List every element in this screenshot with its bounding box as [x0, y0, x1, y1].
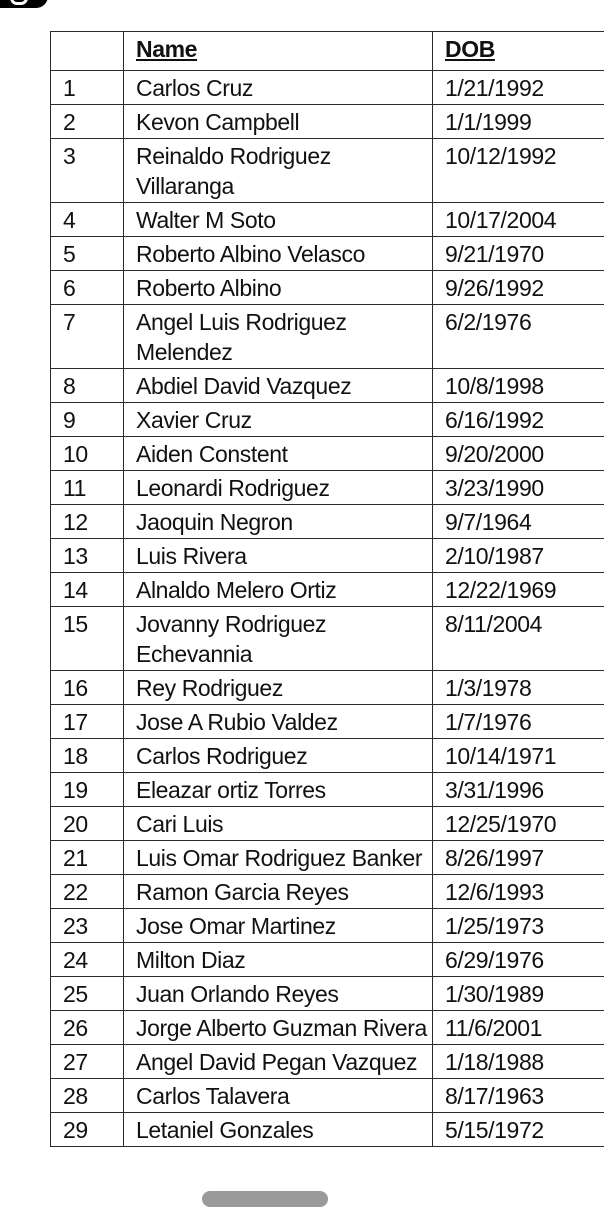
row-number: 14	[51, 573, 124, 607]
date-of-birth: 8/11/2004	[433, 607, 604, 671]
row-number: 4	[51, 203, 124, 237]
person-name: Angel Luis Rodriguez Melendez	[124, 305, 433, 369]
table-row	[51, 1079, 604, 1113]
row-number: 6	[51, 271, 124, 305]
date-of-birth: 1/21/1992	[433, 71, 604, 105]
person-name: Leonardi Rodriguez	[124, 471, 433, 505]
row-number: 22	[51, 875, 124, 909]
date-of-birth: 12/6/1993	[433, 875, 604, 909]
date-of-birth: 5/15/1972	[433, 1113, 604, 1147]
person-name: Carlos Cruz	[124, 71, 433, 105]
row-number: 9	[51, 403, 124, 437]
date-of-birth: 3/23/1990	[433, 471, 604, 505]
person-name: Carlos Talavera	[124, 1079, 433, 1113]
row-number: 23	[51, 909, 124, 943]
date-of-birth: 3/31/1996	[433, 773, 604, 807]
table-row	[51, 539, 604, 573]
top-edge	[0, 0, 604, 10]
date-of-birth: 1/25/1973	[433, 909, 604, 943]
header-number	[51, 32, 124, 71]
row-number: 7	[51, 305, 124, 369]
row-number: 13	[51, 539, 124, 573]
row-number: 8	[51, 369, 124, 403]
person-name: Kevon Campbell	[124, 105, 433, 139]
date-of-birth: 1/18/1988	[433, 1045, 604, 1079]
header-dob: DOB	[433, 32, 604, 71]
date-of-birth: 1/1/1999	[433, 105, 604, 139]
person-name: Milton Diaz	[124, 943, 433, 977]
date-of-birth: 12/25/1970	[433, 807, 604, 841]
roster-table	[50, 31, 604, 1147]
table-row	[51, 369, 604, 403]
row-number: 29	[51, 1113, 124, 1147]
table-row	[51, 471, 604, 505]
person-name: Cari Luis	[124, 807, 433, 841]
table-row	[51, 943, 604, 977]
table-row	[51, 607, 604, 671]
person-name: Luis Rivera	[124, 539, 433, 573]
table-row	[51, 807, 604, 841]
date-of-birth: 9/26/1992	[433, 271, 604, 305]
table-row	[51, 1113, 604, 1147]
date-of-birth: 10/17/2004	[433, 203, 604, 237]
row-number: 18	[51, 739, 124, 773]
row-number: 26	[51, 1011, 124, 1045]
date-of-birth: 6/16/1992	[433, 403, 604, 437]
row-number: 3	[51, 139, 124, 203]
person-name: Jose A Rubio Valdez	[124, 705, 433, 739]
person-name: Jorge Alberto Guzman Rivera	[124, 1011, 433, 1045]
date-of-birth: 2/10/1987	[433, 539, 604, 573]
table-row	[51, 909, 604, 943]
person-name: Alnaldo Melero Ortiz	[124, 573, 433, 607]
person-name: Angel David Pegan Vazquez	[124, 1045, 433, 1079]
row-number: 24	[51, 943, 124, 977]
date-of-birth: 9/21/1970	[433, 237, 604, 271]
person-name: Letaniel Gonzales	[124, 1113, 433, 1147]
row-number: 19	[51, 773, 124, 807]
person-name: Jose Omar Martinez	[124, 909, 433, 943]
row-number: 5	[51, 237, 124, 271]
table-row	[51, 105, 604, 139]
table-row	[51, 437, 604, 471]
page-number-badge	[0, 0, 48, 8]
row-number: 25	[51, 977, 124, 1011]
date-of-birth: 10/14/1971	[433, 739, 604, 773]
person-name: Juan Orlando Reyes	[124, 977, 433, 1011]
row-number: 17	[51, 705, 124, 739]
table-row	[51, 271, 604, 305]
row-number: 15	[51, 607, 124, 671]
row-number: 28	[51, 1079, 124, 1113]
date-of-birth: 9/7/1964	[433, 505, 604, 539]
table-row	[51, 671, 604, 705]
person-name: Abdiel David Vazquez	[124, 369, 433, 403]
person-name: Carlos Rodriguez	[124, 739, 433, 773]
table-row	[51, 977, 604, 1011]
header-name: Name	[124, 32, 433, 71]
date-of-birth: 6/2/1976	[433, 305, 604, 369]
date-of-birth: 10/8/1998	[433, 369, 604, 403]
table-row	[51, 705, 604, 739]
table-header-row	[51, 32, 604, 71]
person-name: Jovanny Rodriguez Echevannia	[124, 607, 433, 671]
date-of-birth: 12/22/1969	[433, 573, 604, 607]
date-of-birth: 6/29/1976	[433, 943, 604, 977]
row-number: 16	[51, 671, 124, 705]
person-name: Luis Omar Rodriguez Banker	[124, 841, 433, 875]
table-row	[51, 573, 604, 607]
table-row	[51, 1011, 604, 1045]
table-row	[51, 1045, 604, 1079]
person-name: Eleazar ortiz Torres	[124, 773, 433, 807]
person-name: Walter M Soto	[124, 203, 433, 237]
person-name: Roberto Albino	[124, 271, 433, 305]
home-indicator[interactable]	[202, 1191, 328, 1207]
row-number: 11	[51, 471, 124, 505]
person-name: Jaoquin Negron	[124, 505, 433, 539]
row-number: 20	[51, 807, 124, 841]
table-row	[51, 739, 604, 773]
person-name: Rey Rodriguez	[124, 671, 433, 705]
row-number: 1	[51, 71, 124, 105]
person-name: Reinaldo Rodriguez Villaranga	[124, 139, 433, 203]
table-row	[51, 305, 604, 369]
person-name: Ramon Garcia Reyes	[124, 875, 433, 909]
row-number: 21	[51, 841, 124, 875]
date-of-birth: 8/17/1963	[433, 1079, 604, 1113]
date-of-birth: 1/30/1989	[433, 977, 604, 1011]
table-row	[51, 403, 604, 437]
table-row	[51, 203, 604, 237]
table-row	[51, 841, 604, 875]
row-number: 2	[51, 105, 124, 139]
date-of-birth: 1/3/1978	[433, 671, 604, 705]
table-body	[51, 71, 604, 1147]
row-number: 27	[51, 1045, 124, 1079]
date-of-birth: 8/26/1997	[433, 841, 604, 875]
table-row	[51, 237, 604, 271]
date-of-birth: 10/12/1992	[433, 139, 604, 203]
row-number: 12	[51, 505, 124, 539]
table-row	[51, 505, 604, 539]
date-of-birth: 1/7/1976	[433, 705, 604, 739]
table-row	[51, 773, 604, 807]
table-row	[51, 71, 604, 105]
table-row	[51, 875, 604, 909]
date-of-birth: 9/20/2000	[433, 437, 604, 471]
date-of-birth: 11/6/2001	[433, 1011, 604, 1045]
person-name: Roberto Albino Velasco	[124, 237, 433, 271]
row-number: 10	[51, 437, 124, 471]
person-name: Aiden Constent	[124, 437, 433, 471]
person-name: Xavier Cruz	[124, 403, 433, 437]
table-row	[51, 139, 604, 203]
